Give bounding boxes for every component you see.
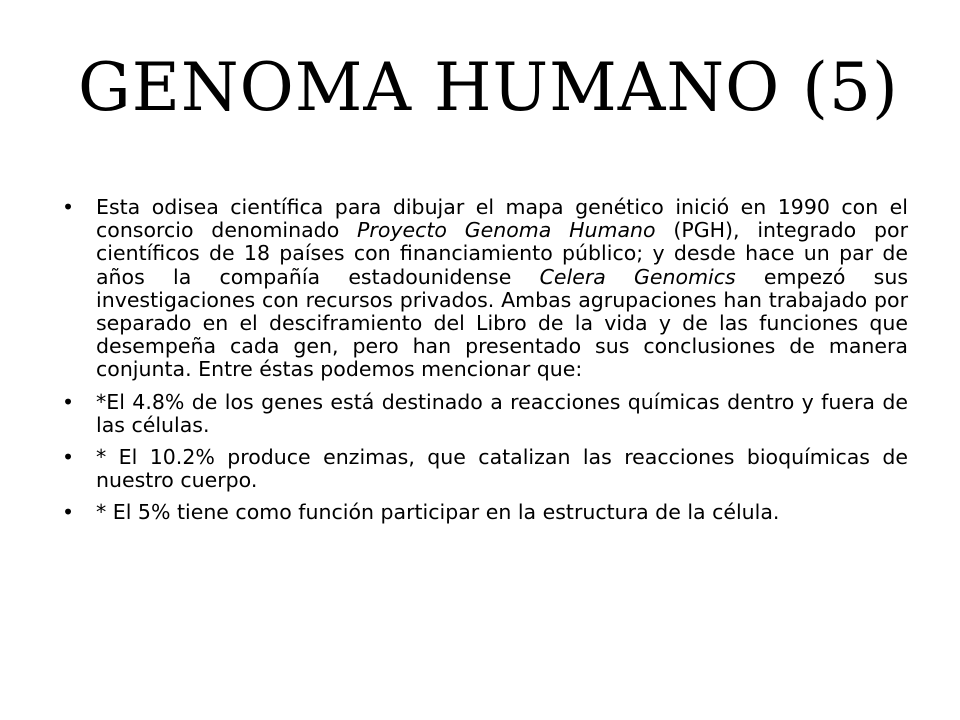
slide-title: GENOMA HUMANO (5) [78,49,899,126]
bullet-item [62,501,908,524]
bullet-item [62,391,908,437]
company-name-italic: Celera Genomics [539,264,736,289]
bullet-item [62,196,908,382]
bullet-list [62,196,908,525]
slide-body [62,196,908,534]
project-name-italic: Proyecto Genoma Humano [357,218,656,243]
bullet-text: (PGH), integrado por científicos de 18 países con financiamiento público; y desde hace un par de años la compañía estadounidense [96,218,908,289]
bullet-text: * El 10.2% produce enzimas, que catalizan las reacciones bioquímicas de nuestro cuerpo. [96,445,908,493]
bullet-text: *El 4.8% de los genes está destinado a reacciones químicas dentro y fuera de las células. [96,389,908,437]
bullet-item [62,446,908,492]
bullet-text: Esta odisea científica para dibujar el mapa genético inició en 1990 con el consorcio denominado [96,195,908,243]
bullet-text: empezó sus investigaciones con recursos privados. Ambas agrupaciones han trabajado por separado en el desciframiento del Libro de la vida y de las funciones que desempeña cada gen, pero han presentado sus conclusiones de manera conjunta. Entre éstas podemos mencionar que: [96,264,909,382]
bullet-text: * El 5% tiene como función participar en la estructura de la célula. [96,500,780,525]
